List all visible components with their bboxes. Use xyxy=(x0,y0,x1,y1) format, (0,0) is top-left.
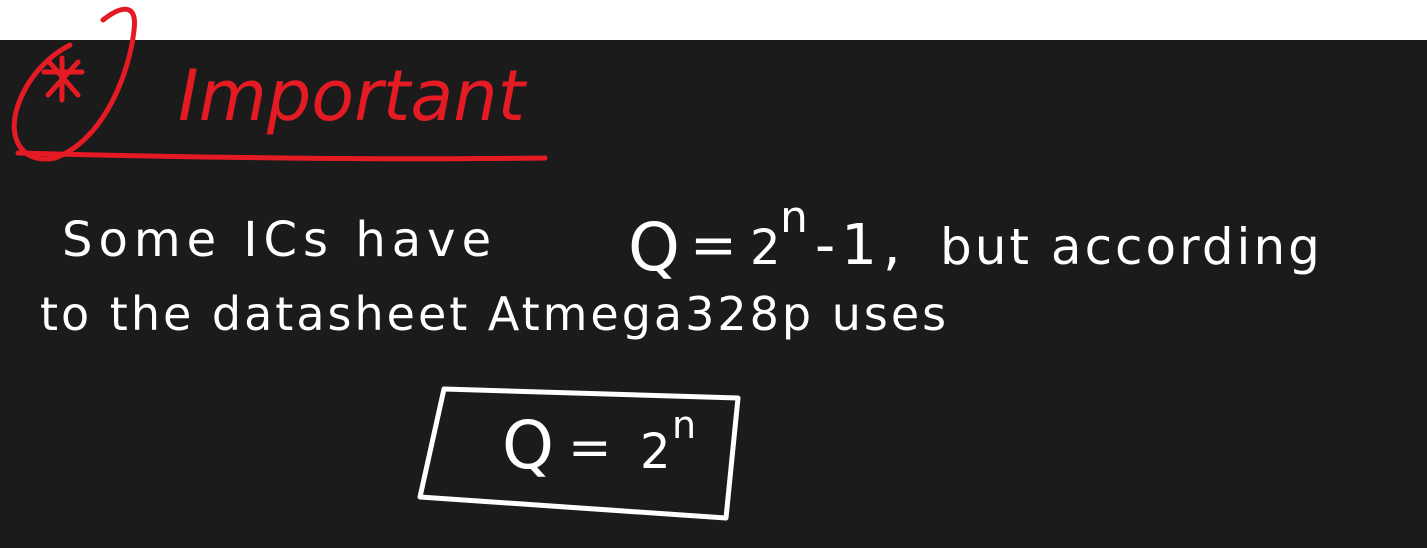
important-heading xyxy=(14,9,545,159)
note-line-1 xyxy=(62,192,1323,286)
formula-base: 2 xyxy=(750,220,781,276)
inline-formula xyxy=(628,192,907,286)
boxed-q: Q xyxy=(502,407,554,484)
important-title: Important xyxy=(178,55,526,137)
heading-underline xyxy=(18,153,545,159)
asterisk-star-icon xyxy=(44,58,82,100)
boxed-formula xyxy=(420,389,738,518)
formula-exponent: n xyxy=(780,192,808,243)
line1-outro-text: but according xyxy=(940,218,1323,276)
formula-tail: -1, xyxy=(815,213,907,278)
boxed-equals: = xyxy=(568,418,612,478)
line2-text: to the datasheet Atmega328p uses xyxy=(40,287,950,341)
note-line-2 xyxy=(40,287,949,341)
line1-intro-text: Some ICs have xyxy=(62,212,498,268)
formula-equals: = xyxy=(690,213,737,278)
boxed-base: 2 xyxy=(640,424,671,480)
formula-q: Q xyxy=(628,209,680,286)
boxed-exponent: n xyxy=(672,403,697,447)
circle-stroke xyxy=(14,9,134,159)
